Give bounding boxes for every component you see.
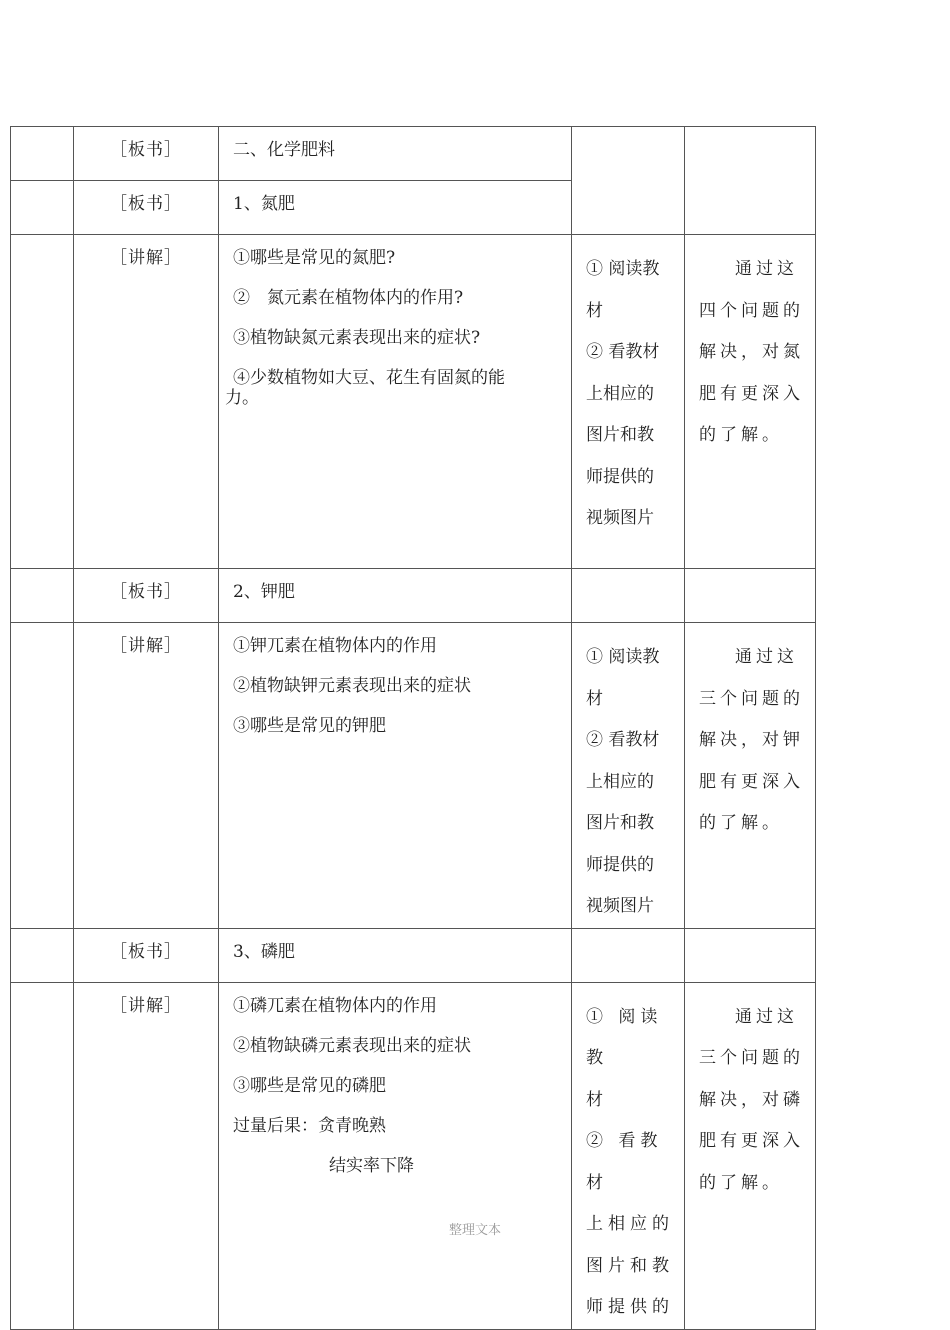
explanation-line: ② 氮元素在植物体内的作用?	[233, 288, 464, 308]
empty-cell	[685, 569, 816, 623]
row-label: ［板书］	[74, 181, 219, 235]
explanation-line: ③哪些是常见的钾肥	[233, 716, 386, 736]
board-text: 1、氮肥	[219, 181, 572, 235]
empty-cell	[11, 127, 74, 181]
empty-cell	[11, 623, 74, 929]
lesson-plan-table	[10, 126, 816, 1330]
design-intent-cell: 通过这 三个问题的 解决，对磷 肥有更深入 的了解。	[685, 982, 816, 1329]
empty-cell	[685, 127, 816, 235]
empty-cell	[11, 982, 74, 1329]
student-activity-cell: ① 阅读教 材 ② 看教材 上相应的 图片和教 师提供的 视频图片	[572, 235, 685, 569]
empty-cell	[11, 181, 74, 235]
table-row	[11, 569, 816, 623]
table-row	[11, 623, 816, 929]
explanation-line: ①磷兀素在植物体内的作用	[233, 995, 437, 1016]
board-text: 3、磷肥	[219, 928, 572, 982]
empty-cell	[572, 127, 685, 235]
empty-cell	[572, 928, 685, 982]
explanation-line: ③哪些是常见的磷肥	[233, 1075, 386, 1096]
empty-cell	[11, 235, 74, 569]
row-label: ［板书］	[74, 569, 219, 623]
explanation-line: 结实率下降	[329, 1155, 414, 1176]
board-text: 2、钾肥	[219, 569, 572, 623]
table-row	[11, 982, 816, 1329]
student-activity-cell: ① 阅读教 材 ② 看教材 上相应的 图片和教 师提供的 视频图片	[572, 623, 685, 929]
explanation-line: ①钾兀素在植物体内的作用	[233, 636, 437, 656]
explanation-cell	[219, 623, 572, 929]
row-label: ［板书］	[74, 127, 219, 181]
explanation-line: 力。	[225, 388, 259, 408]
row-label: ［板书］	[74, 928, 219, 982]
design-intent-cell: 通过这 四个问题的 解决，对氮 肥有更深入 的了解。	[685, 235, 816, 569]
design-intent-cell: 通过这 三个问题的 解决，对钾 肥有更深入 的了解。	[685, 623, 816, 929]
row-label: ［讲解］	[74, 982, 219, 1329]
board-text: 二、化学肥料	[219, 127, 572, 181]
explanation-cell	[219, 235, 572, 569]
explanation-line: ②植物缺钾元素表现出来的症状	[233, 676, 471, 696]
student-activity-cell: ① 阅读教 材 ② 看教材 上相应的 图片和教 师提供的	[572, 982, 685, 1329]
explanation-line: ③植物缺氮元素表现出来的症状?	[233, 328, 481, 348]
explanation-line: 过量后果：贪青晚熟	[233, 1115, 386, 1136]
table-row	[11, 235, 816, 569]
page-footer: 整理文本	[449, 1223, 502, 1238]
explanation-line: ④少数植物如大豆、花生有固氮的能	[233, 368, 505, 388]
empty-cell	[11, 928, 74, 982]
table-row	[11, 127, 816, 181]
explanation-line: ①哪些是常见的氮肥?	[233, 248, 396, 268]
empty-cell	[685, 928, 816, 982]
explanation-cell	[219, 982, 572, 1329]
empty-cell	[11, 569, 74, 623]
table-row	[11, 928, 816, 982]
empty-cell	[572, 569, 685, 623]
row-label: ［讲解］	[74, 235, 219, 569]
row-label: ［讲解］	[74, 623, 219, 929]
explanation-line: ②植物缺磷元素表现出来的症状	[233, 1035, 471, 1056]
